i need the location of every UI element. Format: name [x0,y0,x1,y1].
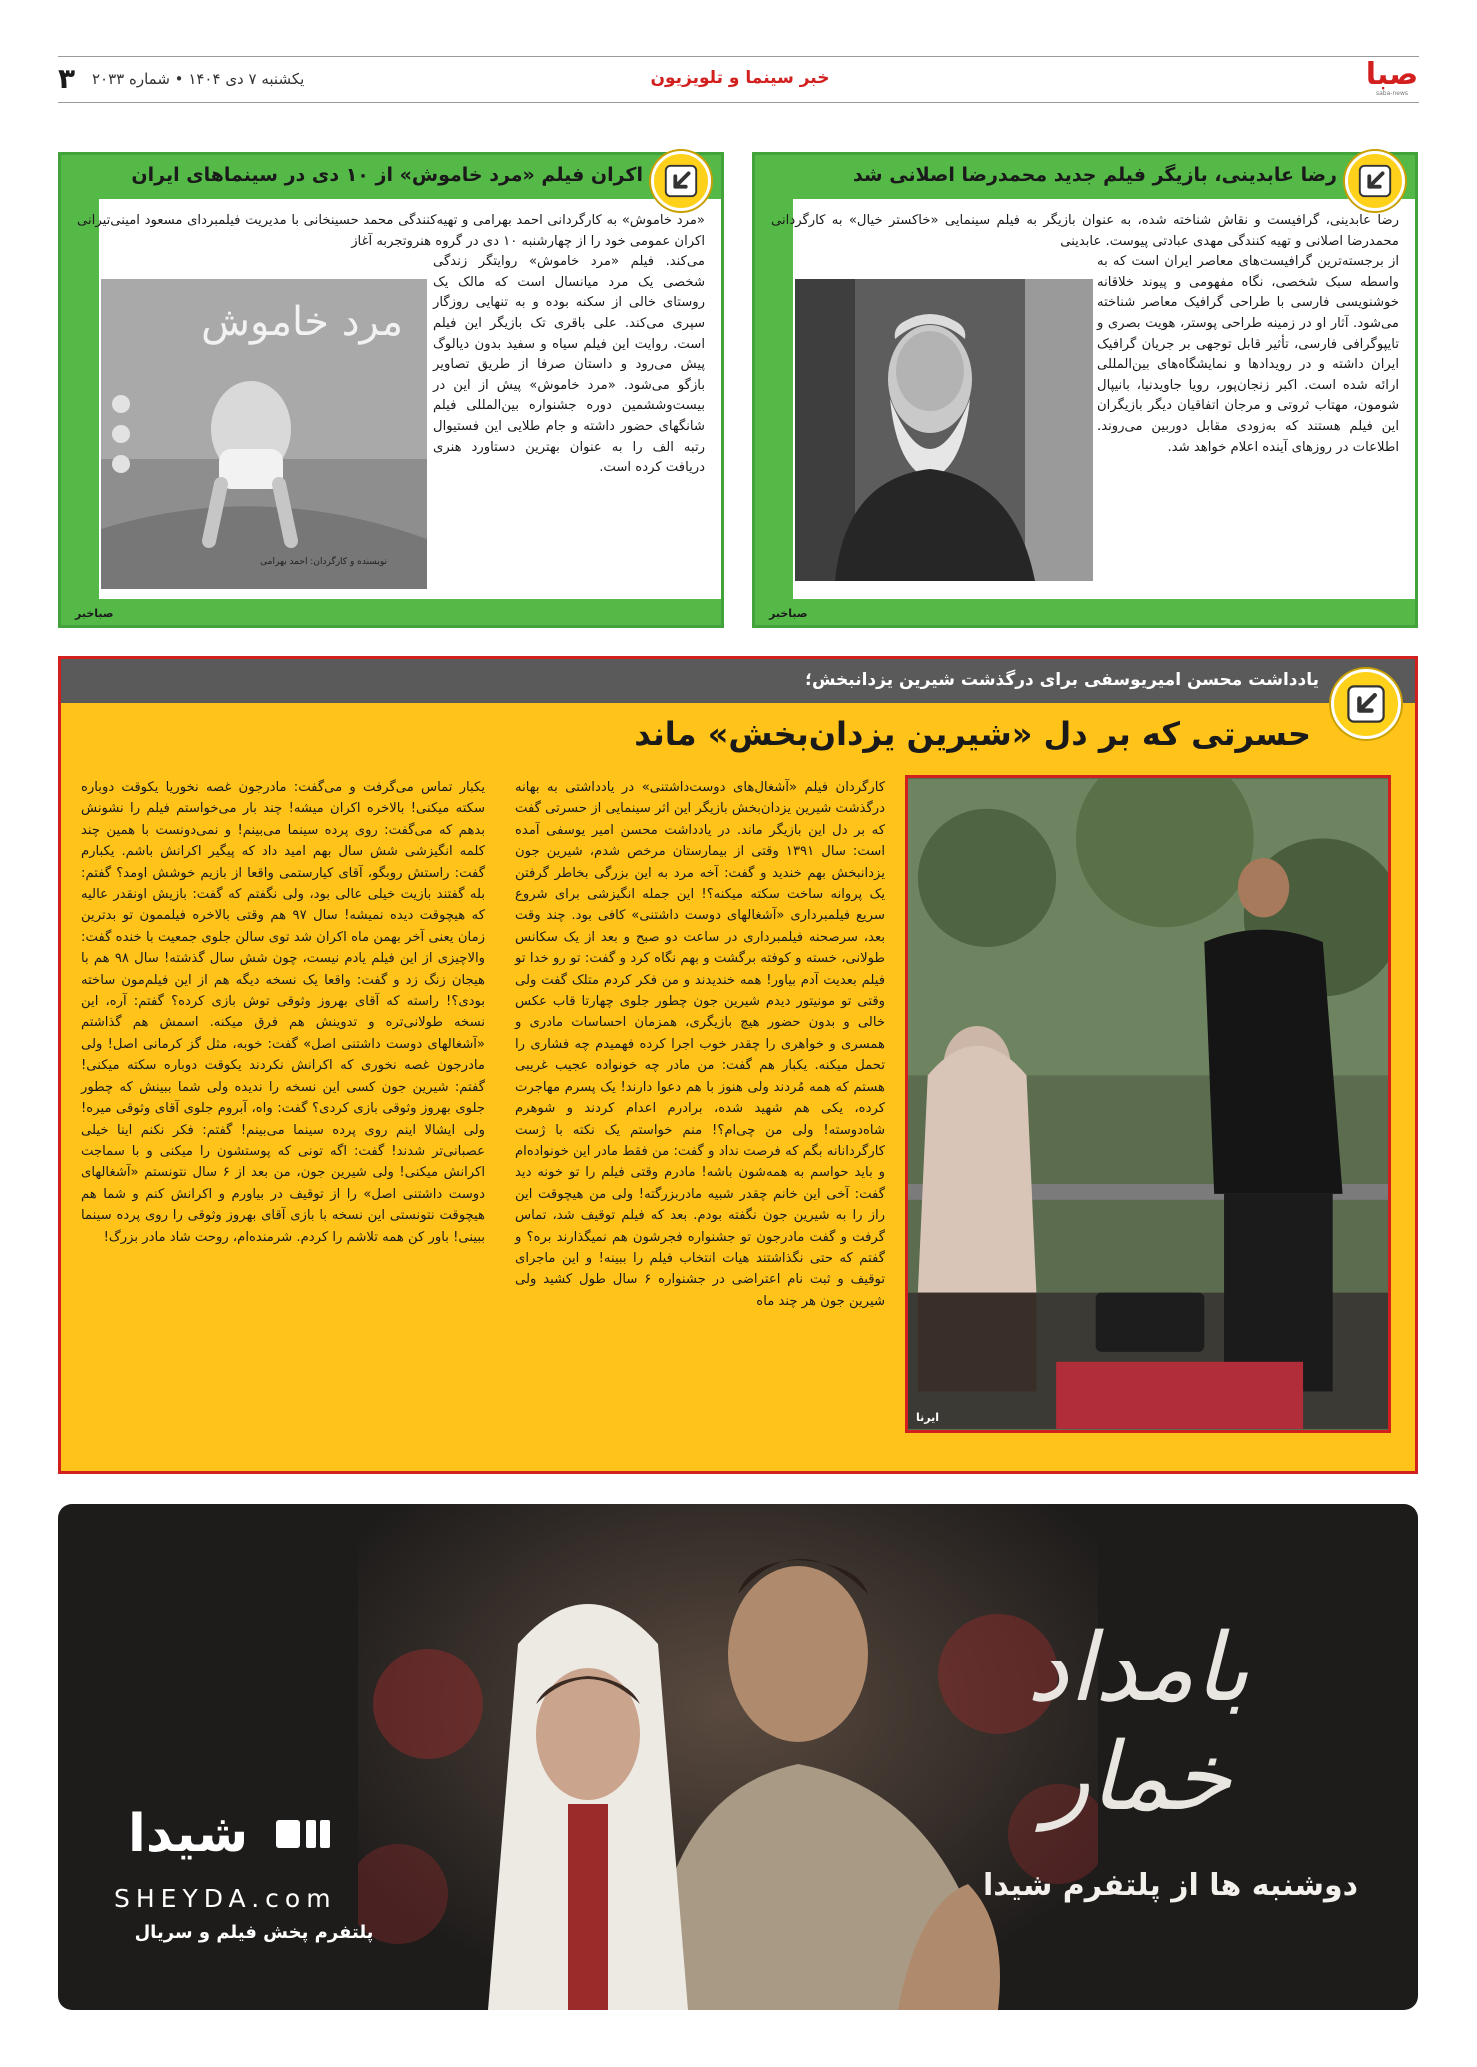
box-title: رضا عابدینی، بازیگر فیلم جدید محمدرضا اصلانی شد [852,164,1337,186]
arrow-badge-icon [1345,151,1405,211]
main-story [58,656,1418,1474]
ad-show-title: بامداد خمار [1026,1614,1250,1832]
logo-subtext: saba-news [1376,90,1408,97]
poster-title: مرد خاموش [201,299,403,345]
news-box-silent-man [58,152,724,628]
portrait-photo [795,279,1093,581]
arrow-down-left-icon [1344,682,1388,726]
story-column-2: یکبار تماس می‌گرفت و می‌گفت: مادرجون غصه نخوریا یکوقت دوباره سکته میکنی! بالاخره اکران میشه! چند بار می‌خواستم فیلم را نشونش بدهم که می‌گفت: روی پرده سینما می‌بینم! و نمی‌دونست با همین چند کلمه انگیزشی شش سال بهم امید داد که پیگیر اکرانش باشم. یکبارم گفت: راستش روبگو، آقای کیارستمی واقعا از بازیم خوشش اومد؟ گفتم: بله گفتند بازیت خیلی عالی بود، ولی نگفتم که گفت: بازیش اونقدر عالیه که هیچوقت دیده نمیشه! سال ۹۷ هم وقتی بالاخره فیلممون تو بدترین زمان یعنی آخر بهمن ماه اکران شد توی سالن جلوی جمعیت با خنده گفت: والاچیزی از این فیلم یادم نیست، چون شش سال گذشته! سال ۹۸ هم با هیجان زنگ زد و گفت: واقعا یک نسخه دیگه هم از این فیلم‌مون ساخته بودی؟! راسته که آقای بهروز وثوقی توش بازی کرده؟ گفتم: آره، این نسخه طولانی‌تره و تدوینش هم فرق میکنه. اسمش هم گذاشتم «آشغالهای دوست داشتنی اصل» گفت: خوبه، مثل گز کرمانی اصل! ولی مادرجون غصه نخوری که اکرانش نکردند یکوقت دوباره سکته میکنی! گفتم: شیرین جون کسی این نسخه را ندیده ولی شما ببینش که چطور جلوی بهروز وثوقی بازی کردی؟ گفت: واه، آبروم جلوی آقای وثوقی میره! ولی ایشالا اینم روی پرده سینما می‌بینم! گفتم: فکر نکنم اینا خیلی عصبانی‌تر شدند! گفت: اگه تونی که پوستشون را میکنی و با سماجت اکرانش میکنی! ولی شیرین جون، من بعد از ۶ سال نتونستم «آشغالهای دوست داشتنی اصل» را از توقیف در بیاورم و اکرانش کنم و شما هم هیچوقت نتونستی این نسخه با بازی آقای بهروز وثوقی را روی پرده سینما ببینی! باور کن همه تلاشم را کردم. شرمنده‌ام، روحت شاد مادر بزرگ! [81,780,485,1245]
story-headline: حسرتی که بر دل «شیرین یزدان‌بخش» ماند [634,715,1311,753]
box-intro-text: رضا عابدینی، گرافیست و نقاش شناخته شده، به عنوان بازیگر به فیلم سینمایی «خاکستر خیال» به کارگردانی محمدرضا اصلانی و تهیه کنندگی مهدی عبادتی پیوست. عابدینی [771,213,1399,249]
portrait-image [795,279,1093,581]
arrow-badge-icon [1331,669,1401,739]
story-kicker: یادداشت محسن امیریوسفی برای درگذشت شیرین یزدانبخش؛ [805,670,1319,690]
header-rule-top [58,56,1419,57]
sheyda-brand-en: SHEYDA.com [114,1884,337,1913]
box-body-text: می‌کند. فیلم «مرد خاموش» روایتگر زندگی شخصی یک مرد میانسال است که مالک یک روستای خالی از سکنه بوده و به تنهایی روزگار سپری می‌کند. علی باقری تک بازیگر این فیلم است. روایت این فیلم سیاه و سفید بدون دیالوگ پیش می‌رود و داستان صرفا از طریق تصاویر بازگو می‌شود. «مرد خاموش» پیش از این در بیست‌وششمین دوره جشنواره بین‌المللی فیلم شانگهای حضور داشته و جام طلایی این فستیوال رتبه الف را به عنوان بهترین دستاورد هنری دریافت کرده است. [433,254,705,476]
arrow-down-left-icon [1356,162,1394,200]
header-rule-bottom [58,102,1419,103]
sheyda-brand-subtitle: پلتفرم پخش فیلم و سریال [134,1922,374,1943]
poster-credits: نویسنده و کارگردان: احمد بهرامی [260,557,387,567]
film-scene-image [908,778,1388,1430]
section-title: خبر سینما و تلویزیون [650,68,830,88]
ad-tagline: دوشنبه ها از پلتفرم شیدا [983,1868,1358,1903]
story-photo [905,775,1391,1433]
photo-credit: صباخبر [75,607,114,620]
logo-text: صبا [1365,57,1419,92]
photo-credit: صباخبر [769,607,808,620]
issue-info: یکشنبه ۷ دی ۱۴۰۴ • شماره ۲۰۳۳ [92,70,305,88]
box-footer [755,599,1415,625]
box-body-text: از برجسته‌ترین گرافیست‌های معاصر ایران است که به واسطه سبک شخصی، نگاه مفهومی و پیوند خلاقانه خوشنویسی فارسی با طراحی گرافیک معاصر شناخته می‌شود. آثار او در زمینه طراحی پوستر، هویت بصری و تایپوگرافی فارسی، تأثیر قابل توجهی بر جریان گرافیک ایران داشته و در رویدادها و نمایشگاه‌های بین‌المللی ارائه شده است. اکبر زنجان‌پور، رویا جاویدنیا، بانیپال شومون، مهتاب ثروتی و مرجان اتفاقیان دیگر بازیگران این فیلم هستند که به‌زودی مقابل دوربین می‌روند. اطلاعات در روزهای آینده اعلام خواهد شد. [1097,254,1399,455]
story-column-1: کارگردان فیلم «آشغال‌های دوست‌داشتنی» در یادداشتی به بهانه درگذشت شیرین یزدان‌بخش بازیگر این اثر سینمایی از حسرتی گفت که بر دل این بازیگر ماند. در یادداشت محسن امیر یوسفی آمده است: سال ۱۳۹۱ وقتی از بیمارستان مرخص شدم، شیرین جون یزدانبخش بهم خندید و گفت: آخه مرد به این بزرگی بخاطر گرفتن یک پروانه ساخت سکته میکنه؟! این جمله انگیزشی برای شروع سریع فیلمبرداری «آشغالهای دوست داشتنی» کافی بود. چند وقت بعد، سرصحنه فیلمبرداری در ساعت دو صبح و بعد از یک سکانس طولانی، خسته و کوفته برگشت و بهم نگاه کرد و گفت: تو رو خدا تو فیلم بعدیت آدم بیاور! همه خندیدند و من فکر کردم متلک گفت ولی وقتی تو مونیتور دیدم شیرین جون چطور جلوی چهارتا قاب عکس خالی و بدون حضور هیچ بازیگری، همزمان احساسات مادری و همسری و خواهری را چقدر خوب اجرا کرده فهمیدم چه فشاری را تحمل میکنه. یکبار هم گفت: من مادر چه خونواده عجیب غریبی هستم که همه مُردند ولی هنوز با هم دعوا دارند! یک پسرم مهاجرت کرده، یکی هم شهید شده، برادرم اعدام کردند و شوهرم شاه‌دوسته! ولی من چی‌ام؟! منم خواستم یک نکته با ژست کارگردانانه بگم که فرصت نداد و گفت: من فقط مادر این خونواده‌ام و باید حواسم به همه‌شون باشه! مادرم وقتی فیلم را تو خونه دید گفت: آخی این خانم چقدر شبیه مادربزرگته! ولی من هیچوقت این راز را به شیرین جون نگفته بودم. بعد که فیلم توقیف شد، تماس گرفت و گفت مادرجون تو جشنواره فجرشون هم نمیگذارند بره؟ و گفتم که حتی نگذاشتند هیات انتخاب فیلم را ببینه! و این ماجرای توقیف و ثبت نام اعتراضی در جشنواره ۶ سال طول کشید ولی شیرین جون هر چند ماه [515,780,886,1309]
sheyda-logo-mark-icon [274,1807,334,1867]
film-poster [101,279,427,589]
arrow-down-left-icon [662,162,700,200]
box-title: اکران فیلم «مرد خاموش» از ۱۰ دی در سینماهای ایران [131,164,643,186]
box-footer [61,599,721,625]
arrow-badge-icon [651,151,711,211]
page-number: ۳ [58,62,76,95]
box-intro-text: «مرد خاموش» به کارگردانی احمد بهرامی و تهیه‌کنندگی محمد حسینخانی با مدیریت فیلمبردای مسعود امینی‌تیرانی اکران عمومی خود را از چهارشنبه ۱۰ دی در گروه هنروتجربه آغاز [77,213,705,249]
sheyda-brand-fa: شیدا [128,1804,249,1864]
sheyda-logo[interactable] [128,1804,334,1867]
newspaper-logo[interactable] [1365,57,1419,100]
advertisement-banner[interactable] [58,1504,1418,2010]
photo-credit: ایرنا [916,1411,940,1424]
news-box-abedini [752,152,1418,628]
